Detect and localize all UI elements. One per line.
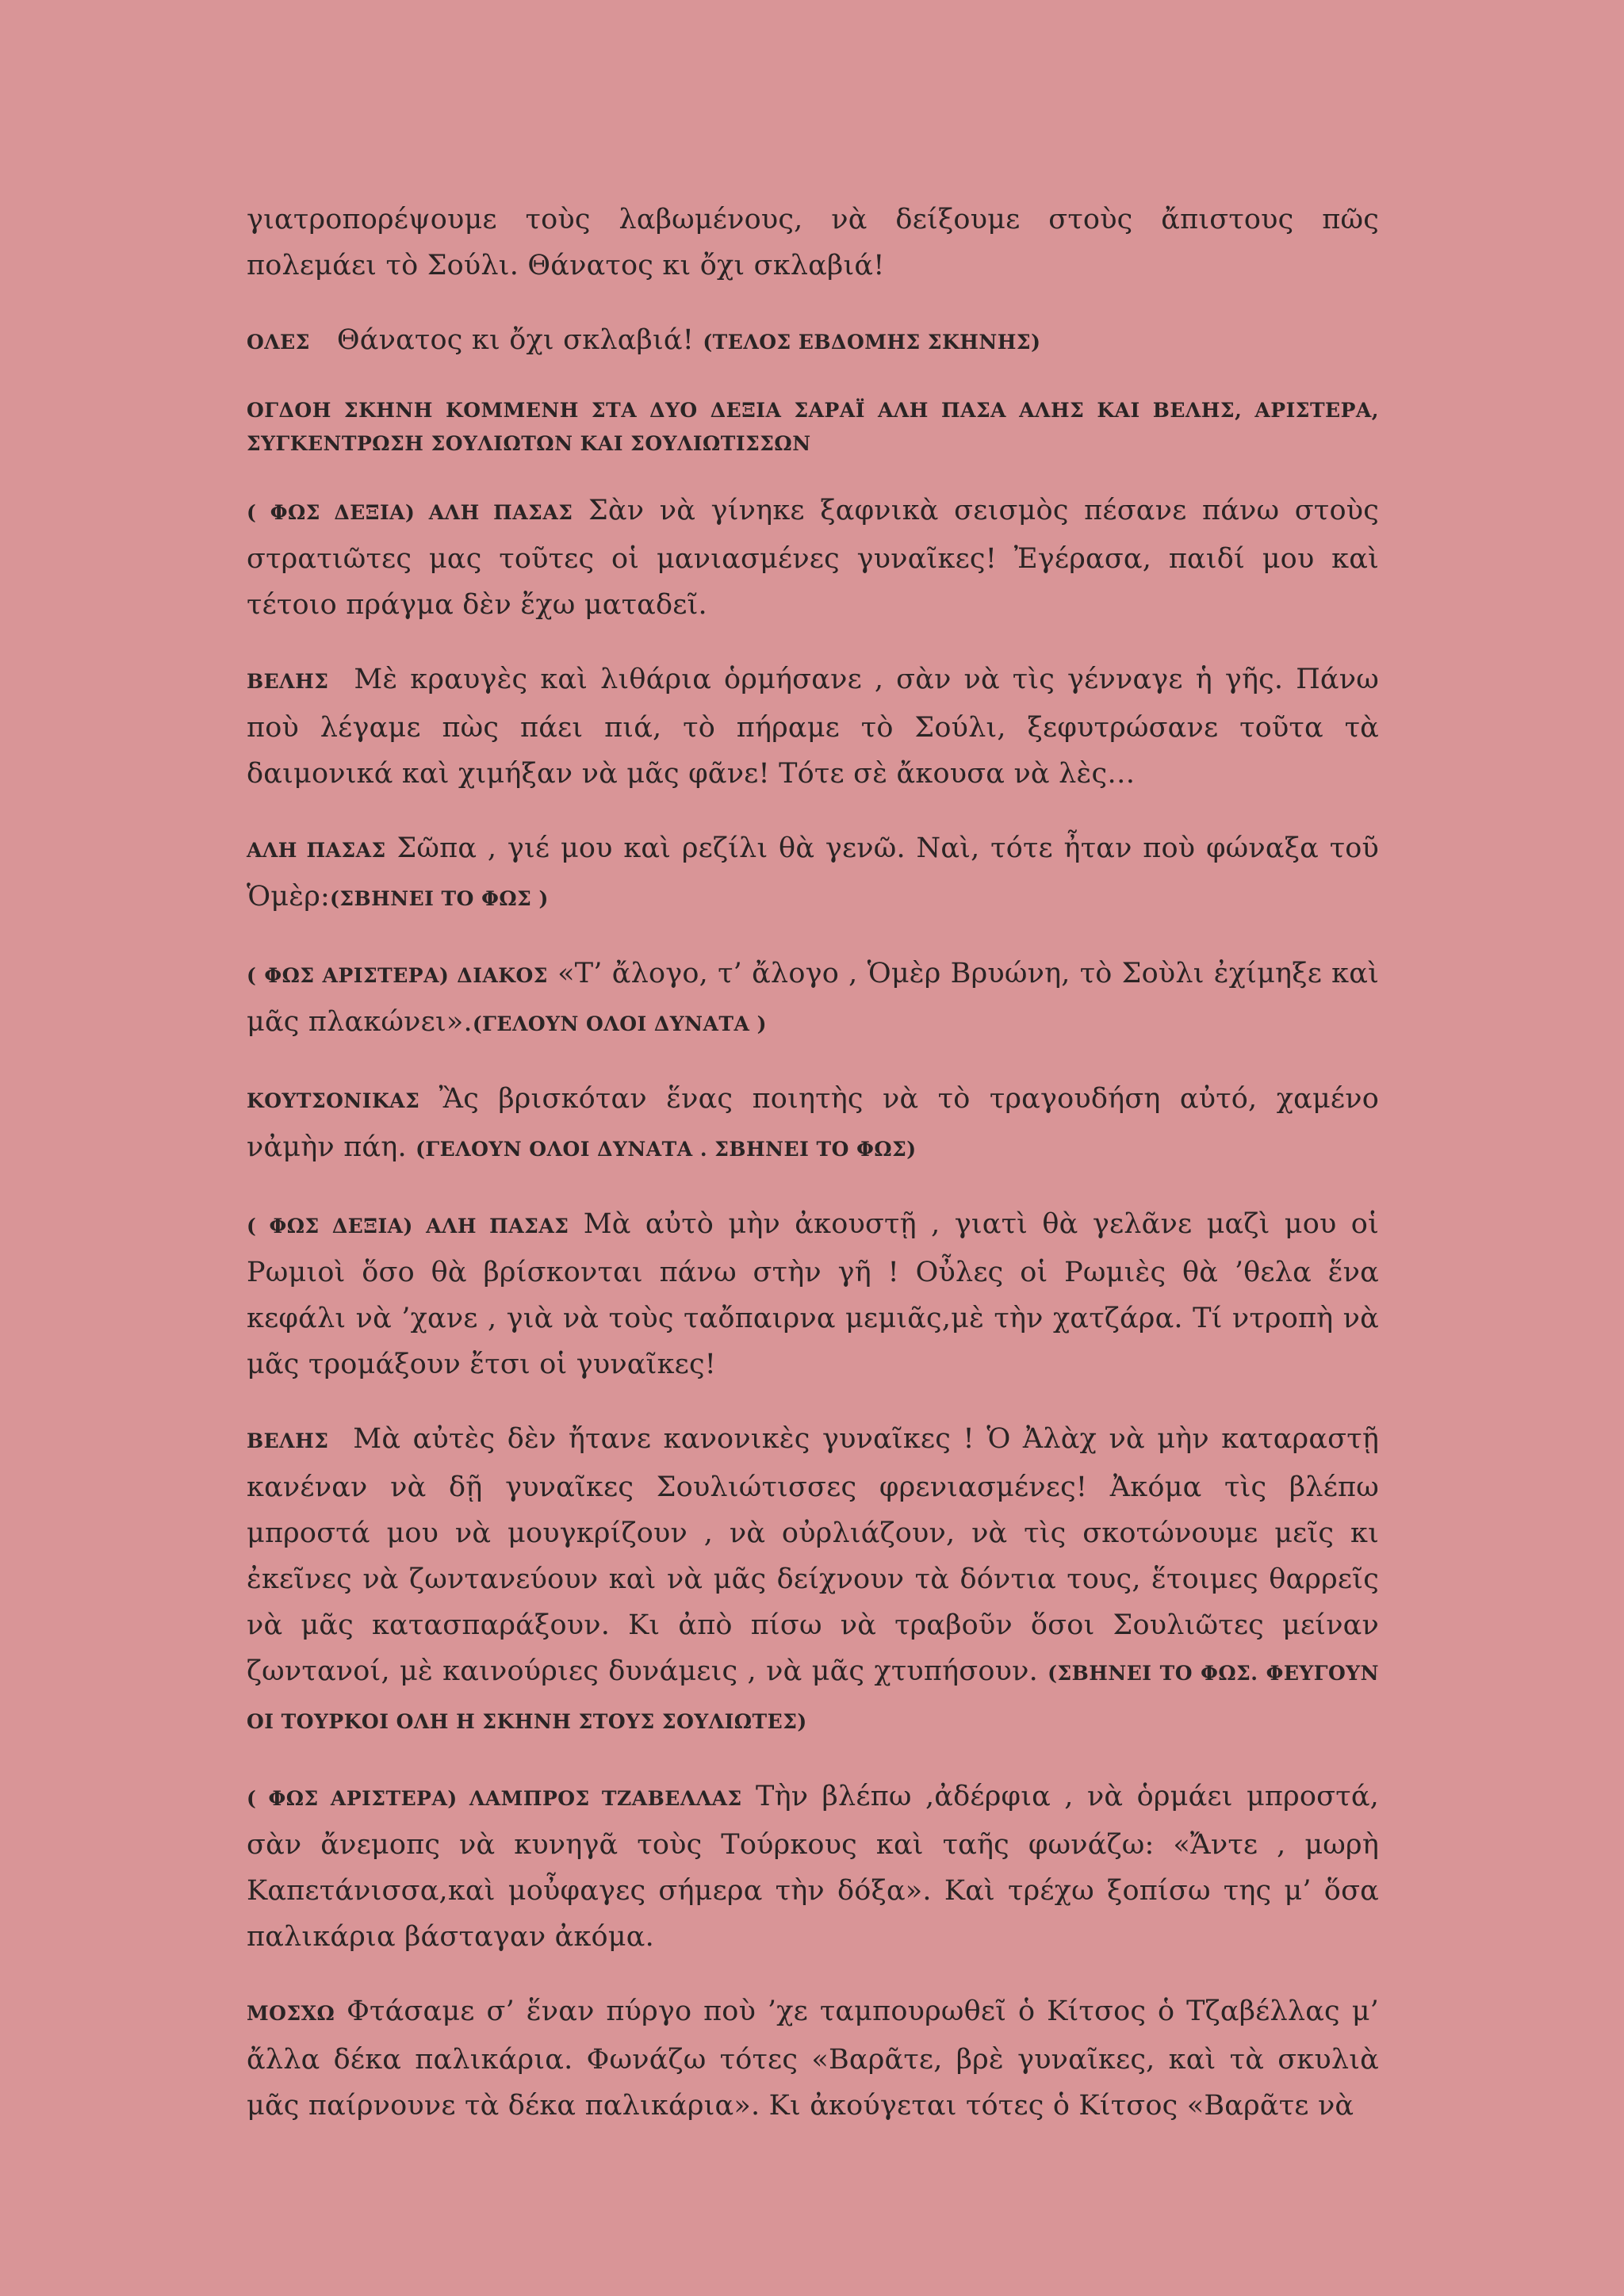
paragraph-text: Ἂς βρισκόταν ἕνας ποιητὴς νὰ τὸ τραγουδήση αὐτό, χαμένο νἀμὴν πάη. [247, 1083, 1379, 1163]
stage-direction: (ΓΕΛΟΥΝ ΟΛΟΙ ΔΥΝΑΤΑ . ΣΒΗΝΕΙ ΤΟ ΦΩΣ) [416, 1138, 917, 1161]
paragraph-continuation [247, 197, 1379, 289]
paragraph-ali-pasas-2 [247, 825, 1379, 922]
stage-direction: (ΣΒΗΝΕΙ ΤΟ ΦΩΣ ) [329, 887, 549, 910]
paragraph-text: Θάνατος κι ὄχι σκλαβιά! [336, 324, 703, 356]
stage-direction: (ΣΒΗΝΕΙ ΤΟ ΦΩΣ. ΦΕΥΓΟΥΝ ΟΙ ΤΟΥΡΚΟΙ ΟΛΗ Η ΣΚΗΝΗ ΣΤΟΥΣ ΣΟΥΛΙΩΤΕΣ) [247, 1662, 1379, 1733]
paragraph-text: Φτάσαμε σ’ ἕναν πύργο ποὺ ’χε ταμπουρωθεῖ ὁ Κίτσος ὁ Τζαβέλλας μ’ ἄλλα δέκα παλικάρια. Φωνάζω τότες «Βαρᾶτε, βρὲ γυναῖκες, καὶ τὰ σκυλιὰ μᾶς παίρνουνε τὰ δέκα παλικάρια». Κι ἀκούγεται τότες ὁ Κίτσος «Βαρᾶτε νὰ [247, 1996, 1379, 2122]
paragraph-ali-pasas-1 [247, 488, 1379, 628]
paragraph-text: Μὰ αὐτὲς δὲν ἤτανε κανονικὲς γυναῖκες ! Ὁ Ἀλὰχ νὰ μὴν καταραστῇ κανέναν νὰ δῇ γυναῖκες Σουλιώτισσες φρενιασμένες! Ἀκόμα τὶς βλέπω μπροστά μου νὰ μουγκρίζουν , νὰ οὐρλιάζουν, νὰ τὶς σκοτώνουμε μεῖς κι ἐκεῖνες νὰ ζωντανεύουν καὶ νὰ μᾶς δείχνουν τὰ δόντια τους, ἕτοιμες θαρρεῖς νὰ μᾶς κατασπαράξουν. Κι ἀπὸ πίσω νὰ τραβοῦν ὅσοι Σουλιῶτες μείναν ζωντανοί, μὲ καινούριες δυνάμεις , νὰ μᾶς χτυπήσουν. [247, 1423, 1379, 1687]
paragraph-text: Σῶπα , γιέ μου καὶ ρεζίλι θὰ γενῶ. Ναὶ, τότε ἦταν ποὺ φώναξα τοῦ Ὁμὲρ: [247, 832, 1380, 913]
stage-direction: (ΓΕΛΟΥΝ ΟΛΟΙ ΔΥΝΑΤΑ ) [472, 1012, 767, 1035]
speaker-label: ( ΦΩΣ ΑΡΙΣΤΕΡΑ) ΛΑΜΠΡΟΣ ΤΖΑΒΕΛΛΑΣ [247, 1787, 742, 1810]
paragraph-lampros-tzavellas [247, 1774, 1379, 1960]
speaker-label: ( ΦΩΣ ΔΕΞΙΑ) ΑΛΗ ΠΑΣΑΣ [247, 501, 573, 524]
document-page [247, 197, 1379, 2157]
speaker-label: ΜΟΣΧΩ [247, 2002, 335, 2025]
scene-heading: ΟΓΔΟΗ ΣΚΗΝΗ ΚΟΜΜΕΝΗ ΣΤΑ ΔΥΟ ΔΕΞΙΑ ΣΑΡΑΪ ΑΛΗ ΠΑΣΑ ΑΛΗΣ ΚΑΙ ΒΕΛΗΣ, ΑΡΙΣΤΕΡΑ, ΣΥΓΚΕΝΤΡΩΣΗ ΣΟΥΛΙΩΤΩΝ ΚΑΙ ΣΟΥΛΙΩΤΙΣΣΩΝ [247, 399, 1379, 455]
speaker-label: ΟΛΕΣ [247, 331, 310, 354]
paragraph-velis-1 [247, 656, 1379, 797]
paragraph-text: Μὲ κραυγὲς καὶ λιθάρια ὁρμήσανε , σὰν νὰ τὶς γένναγε ἡ γῆς. Πάνω ποὺ λέγαμε πὼς πάει πιά, τὸ πήραμε τὸ Σούλι, ξεφυτρώσανε τοῦτα τὰ δαιμονικά καὶ χιμήξαν νὰ μᾶς φᾶνε! Τότε σὲ ἄκουσα νὰ λὲς… [247, 664, 1379, 790]
speaker-label: ΒΕΛΗΣ [247, 670, 329, 693]
paragraph-velis-2 [247, 1416, 1379, 1745]
paragraph-koutsonikas [247, 1076, 1379, 1173]
paragraph-text: Σὰν νὰ γίνηκε ξαφνικὰ σεισμὸς πέσανε πάνω στοὺς στρατιῶτες μας τοῦτες οἱ μανιασμένες γυναῖκες! Ἐγέρασα, παιδί μου καὶ τέτοιο πράγμα δὲν ἔχω ματαδεῖ. [247, 495, 1380, 621]
paragraph-text: «Τ’ ἄλογο, τ’ ἄλογο , Ὁμὲρ Βρυώνη, τὸ Σοὺλι ἐχίμηξε καὶ μᾶς πλακώνει». [247, 958, 1379, 1038]
speaker-label: ( ΦΩΣ ΑΡΙΣΤΕΡΑ) ΔΙΑΚΟΣ [247, 964, 548, 987]
paragraph-text: Μὰ αὐτὸ μὴν ἀκουστῇ , γιατὶ θὰ γελᾶνε μαζὶ μου οἱ Ρωμιοὶ ὅσο θὰ βρίσκονται πάνω στὴν γῆ ! Οὖλες οἱ Ρωμιὲς θὰ ’θελα ἕνα κεφάλι νὰ ’χανε , γιὰ νὰ τοὺς ταὄπαιρνα μεμιᾶς,μὲ τὴν χατζάρα. Τί ντροπὴ νὰ μᾶς τρομάξουν ἔτσι οἱ γυναῖκες! [247, 1208, 1380, 1380]
speaker-label: ΑΛΗ ΠΑΣΑΣ [247, 839, 386, 862]
paragraph-oles [247, 317, 1379, 365]
stage-direction: (ΤΕΛΟΣ ΕΒΔΟΜΗΣ ΣΚΗΝΗΣ) [703, 331, 1041, 354]
speaker-label: ΒΕΛΗΣ [247, 1429, 329, 1452]
paragraph-text: γιατροπορέψουμε τοὺς λαβωμένους, νὰ δείξουμε στοὺς ἄπιστους πῶς πολεμάει τὸ Σούλι. Θάνατος κι ὄχι σκλαβιά! [247, 204, 1379, 281]
paragraph-text: Τὴν βλέπω ,ἀδέρφια , νὰ ὁρμάει μπροστά, σὰν ἄνεμοπς νὰ κυνηγᾶ τοὺς Τούρκους καὶ ταῆς φωνάζω: «Ἄντε , μωρὴ Καπετάνισσα,καὶ μοὖφαγες σήμερα τὴν δόξα». Καὶ τρέχω ξοπίσω της μ’ ὅσα παλικάρια βάσταγαν ἀκόμα. [247, 1781, 1379, 1953]
paragraph-diakos [247, 951, 1379, 1047]
paragraph-mosxo [247, 1988, 1379, 2129]
paragraph-ali-pasas-3 [247, 1201, 1379, 1387]
speaker-label: ΚΟΥΤΣΟΝΙΚΑΣ [247, 1089, 420, 1112]
speaker-label: ( ΦΩΣ ΔΕΞΙΑ) ΑΛΗ ΠΑΣΑΣ [247, 1215, 569, 1238]
